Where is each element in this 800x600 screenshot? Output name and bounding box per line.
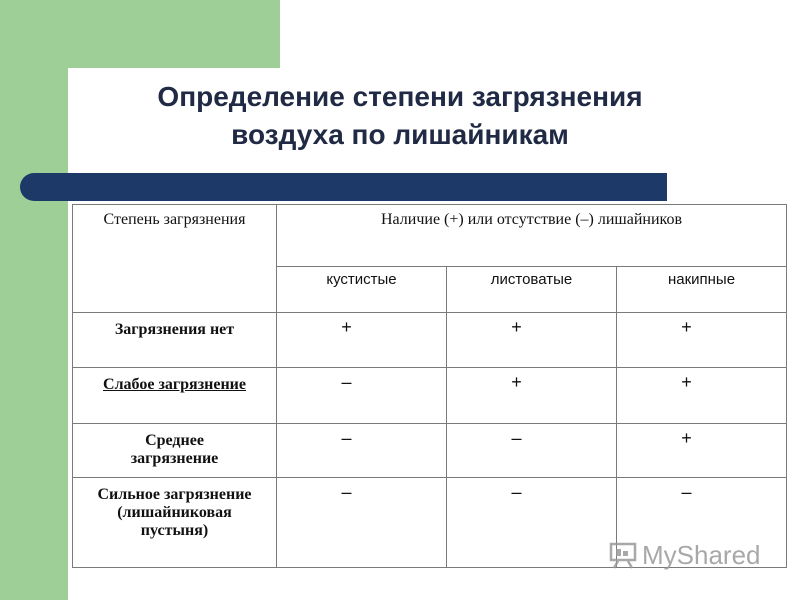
row-label: Слабое загрязнение xyxy=(73,368,277,424)
mark-cell: + xyxy=(277,313,447,368)
mark-cell: – xyxy=(447,478,617,568)
watermark xyxy=(608,538,761,572)
subheader-foliose: листоватые xyxy=(447,267,617,313)
mark-cell: – xyxy=(277,478,447,568)
lichen-pollution-table xyxy=(72,204,787,568)
mark-cell: + xyxy=(447,368,617,424)
mark-cell: – xyxy=(617,478,787,568)
mark-cell: + xyxy=(617,313,787,368)
green-left-band xyxy=(0,0,68,600)
table-header-row xyxy=(73,205,787,267)
subheader-crustose: накипные xyxy=(617,267,787,313)
title-divider-bar xyxy=(20,173,667,201)
mark-cell: – xyxy=(277,424,447,478)
mark-cell: – xyxy=(447,424,617,478)
row-label: Загрязнения нет xyxy=(73,313,277,368)
mark-cell: + xyxy=(617,368,787,424)
mark-cell: + xyxy=(447,313,617,368)
slide-title xyxy=(100,78,700,154)
row-label: Среднее загрязнение xyxy=(73,424,277,478)
table-row xyxy=(73,368,787,424)
slide-title-line-2: воздуха по лишайникам xyxy=(231,119,569,150)
slide-title-line-1: Определение степени загрязнения xyxy=(157,81,643,112)
header-lichen-presence: Наличие (+) или отсутствие (–) лишайников xyxy=(277,205,787,267)
mark-cell: – xyxy=(277,368,447,424)
presentation-board-icon xyxy=(608,540,638,570)
subheader-fruticose: кустистые xyxy=(277,267,447,313)
row-label: Сильное загрязнение (лишайниковая пустыня) xyxy=(73,478,277,568)
table-row xyxy=(73,313,787,368)
green-top-band xyxy=(68,0,280,68)
mark-cell: + xyxy=(617,424,787,478)
table-row xyxy=(73,424,787,478)
watermark-text: MyShared xyxy=(642,539,761,570)
header-pollution-degree: Степень загрязнения xyxy=(73,205,277,313)
